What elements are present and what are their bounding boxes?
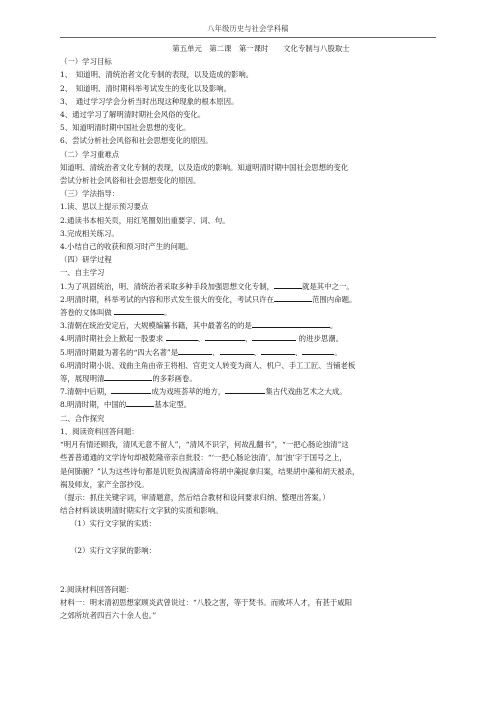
material-paragraph: 祸及师友，家产全部抄没。 xyxy=(60,479,149,489)
answer-blank[interactable] xyxy=(274,280,302,289)
method-item: 1.读、思以上提示预习要点 xyxy=(60,202,149,212)
method-item: 3.完成相关练习。 xyxy=(60,228,119,238)
document-body xyxy=(60,42,440,622)
reading-task-2: 2.阅读材料回答问题： xyxy=(60,584,134,594)
answer-blank[interactable] xyxy=(252,319,330,328)
section-process-heading: （四）研学过程 xyxy=(60,255,112,265)
answer-space[interactable] xyxy=(60,531,440,544)
material-one: 材料一：明末清初思想家顾炎武曾说过：“八股之害，等于焚书。而败坏人才，有甚于咸阳 xyxy=(60,597,353,607)
material-paragraph: 些普普通通的文学诗句却被乾隆帝亲自批驳：“‘一把心肠论浊清’，加‘浊’字于国号之上， xyxy=(60,453,347,463)
key-point-line: 知道明、清统治者文化专制的表现，以及造成的影响。知道明清时期中国社会思想的变化 xyxy=(60,162,349,172)
question-8: 8.明清时期，中国的 基本定型。 xyxy=(60,400,192,410)
question-5: 5.明清时期最为著名的“四大名著”是 、 、 、 。 xyxy=(60,347,342,357)
question-6-continued: 等，展现明清 的多彩画卷。 xyxy=(60,374,197,384)
material-one-continued: 之郊所坑者四百六十余人也。” xyxy=(60,611,157,621)
hint-text: （提示：抓住关键字词，审清题意，然后结合教材和设问要求归纳、整理出答案。） xyxy=(60,492,330,502)
header-rule xyxy=(60,37,436,38)
cooperative-inquiry-heading: 二、合作探究 xyxy=(60,413,105,423)
answer-blank[interactable] xyxy=(261,346,295,355)
question-2-continued: 答卷的文体叫做 。 xyxy=(60,308,172,318)
answer-space[interactable] xyxy=(60,557,440,583)
answer-blank[interactable] xyxy=(114,306,164,315)
goal-item: 1、 知道明、清统治者文化专制的表现，以及造成的影响。 xyxy=(60,70,254,80)
goal-item: 6、尝试分析社会风俗和社会思想变化的原因。 xyxy=(60,136,213,146)
answer-blank[interactable] xyxy=(126,398,154,407)
answer-blank[interactable] xyxy=(252,332,296,341)
answer-blank[interactable] xyxy=(274,293,312,302)
key-point-line: 尝试分析社会风俗和社会思想变化的原因。 xyxy=(60,176,201,186)
answer-blank[interactable] xyxy=(205,332,245,341)
method-item: 4.小结自己的收获和预习时产生的问题。 xyxy=(60,242,193,252)
question-2: 2.明清时期，科举考试的内容和形式发生很大的变化，考试只许在 范围内命题。 xyxy=(60,294,357,304)
task-prompt: 结合材料谈谈明清时期实行文字狱的实质和影响。 xyxy=(60,506,223,516)
goal-item: 2、 知道明、清时期科举考试发生的变化以及影响。 xyxy=(60,83,231,93)
answer-blank[interactable] xyxy=(166,332,198,341)
page-header: 八年级历史与社会学科稿 xyxy=(207,24,289,33)
question-1: 1.为了巩固统治，明、清统治者采取多种手段加强思想文化专制， 就是其中之一。 xyxy=(60,281,354,291)
answer-blank[interactable] xyxy=(225,385,265,394)
goal-item: 5、知道明清时期中国社会思想的变化。 xyxy=(60,123,191,133)
answer-blank[interactable] xyxy=(104,372,152,381)
section-method-heading: （三）学法指导： xyxy=(60,189,120,199)
reading-task-1: 1、阅读资料回答问题： xyxy=(60,426,139,436)
answer-prompt-impact: （2）实行文字狱的影响： xyxy=(70,545,157,555)
question-4: 4.明清时期社会上掀起一股要求 、 、 的进步思潮。 xyxy=(60,334,344,344)
goal-item: 3、 通过学习学会分析当时出现这种现象的根本原因。 xyxy=(60,96,239,106)
answer-blank[interactable] xyxy=(178,346,212,355)
material-paragraph: “明月有情还顾我，清风无意不留人”，“清风不识字，何故乱翻书”，“一把心肠论浊清”这 xyxy=(60,440,349,450)
question-3: 3.清朝在统治安定后，大规模编纂书籍，其中最著名的的是 。 xyxy=(60,321,338,331)
question-6: 6.明清时期小说、戏曲主角由帝王将相、官吏文人转变为商人、机户、手工工匠、当铺老板 xyxy=(60,360,356,370)
answer-prompt-essence: （1）实行文字狱的实质： xyxy=(70,519,157,529)
method-item: 2.通读书本相关页，用红笔圈划出重要字、词、句。 xyxy=(60,215,230,225)
question-7: 7.清朝中后期， 成为戏班荟萃的地方， 集古代戏曲艺术之大成。 xyxy=(60,387,347,397)
goal-item: 4、通过学习了解明清时期社会风俗的变化。 xyxy=(60,110,206,120)
lesson-title: 第五单元 第二课 第一课时 文化专制与八股取士 xyxy=(172,44,350,53)
answer-blank[interactable] xyxy=(302,346,334,355)
section-key-points-heading: （二）学习重难点 xyxy=(60,149,120,159)
section-learning-goals-heading: （一）学习目标 xyxy=(60,57,112,67)
material-paragraph: 是何肺腑？”认为这些诗句都是讥贬负视满清命将胡中藻捉拿归案，结果胡中藻和胡天被杀， xyxy=(60,466,360,476)
answer-blank[interactable] xyxy=(111,385,151,394)
answer-blank[interactable] xyxy=(220,346,254,355)
self-study-heading: 一、自主学习 xyxy=(60,268,105,278)
